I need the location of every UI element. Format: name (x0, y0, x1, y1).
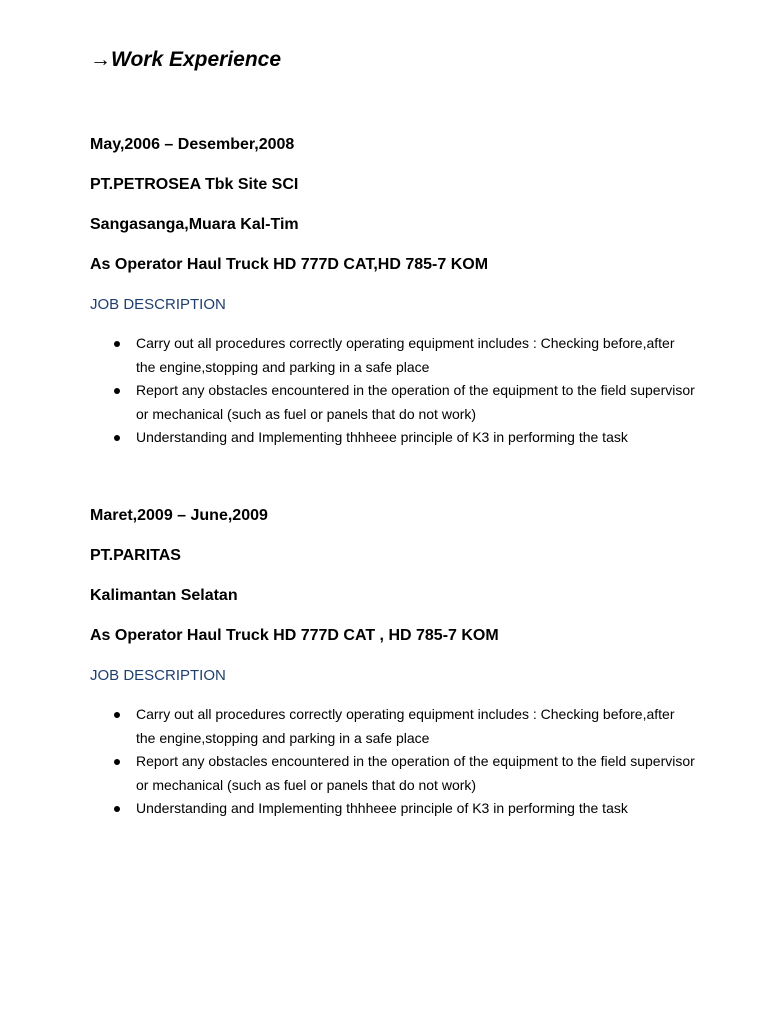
list-item-text: Understanding and Implementing thhheee principle of K3 in performing the task (136, 429, 628, 445)
entry-location: Kalimantan Selatan (90, 587, 238, 604)
bullet-icon (114, 806, 120, 812)
entry-position: As Operator Haul Truck HD 777D CAT , HD 785-7 KOM (90, 627, 499, 644)
list-item (90, 797, 696, 821)
job-description-label: JOB DESCRIPTION (90, 296, 226, 313)
entry-position: As Operator Haul Truck HD 777D CAT,HD 785-7 KOM (90, 256, 489, 273)
bullet-icon (114, 388, 120, 394)
job-description-label: JOB DESCRIPTION (90, 667, 226, 684)
bullet-icon (114, 341, 120, 347)
bullet-icon (114, 435, 120, 441)
list-item (90, 750, 696, 797)
list-item (90, 379, 696, 426)
entry-period: Maret,2009 – June,2009 (90, 507, 268, 524)
list-item (90, 426, 696, 450)
experience-entry (90, 505, 695, 821)
entry-location: Sangasanga,Muara Kal-Tim (90, 216, 299, 233)
list-item-text: Carry out all procedures correctly operating equipment includes : Checking before,after the engine,stopping and parking in a safe place (136, 335, 675, 375)
job-description-list (90, 332, 695, 450)
section-heading: →Work Experience (90, 48, 282, 71)
list-item (90, 703, 696, 750)
entry-company: PT.PETROSEA Tbk Site SCI (90, 176, 299, 193)
list-item-text: Report any obstacles encountered in the operation of the equipment to the field supervisor or mechanical (such as fuel or panels that do not work) (136, 753, 695, 793)
bullet-icon (114, 712, 120, 718)
entry-company: PT.PARITAS (90, 547, 181, 564)
list-item-text: Carry out all procedures correctly operating equipment includes : Checking before,after the engine,stopping and parking in a safe place (136, 706, 675, 746)
list-item-text: Report any obstacles encountered in the operation of the equipment to the field supervisor or mechanical (such as fuel or panels that do not work) (136, 382, 695, 422)
job-description-list (90, 703, 695, 821)
list-item (90, 332, 696, 379)
bullet-icon (114, 759, 120, 765)
experience-entry (90, 134, 695, 450)
list-item-text: Understanding and Implementing thhheee principle of K3 in performing the task (136, 800, 628, 816)
entry-period: May,2006 – Desember,2008 (90, 136, 295, 153)
